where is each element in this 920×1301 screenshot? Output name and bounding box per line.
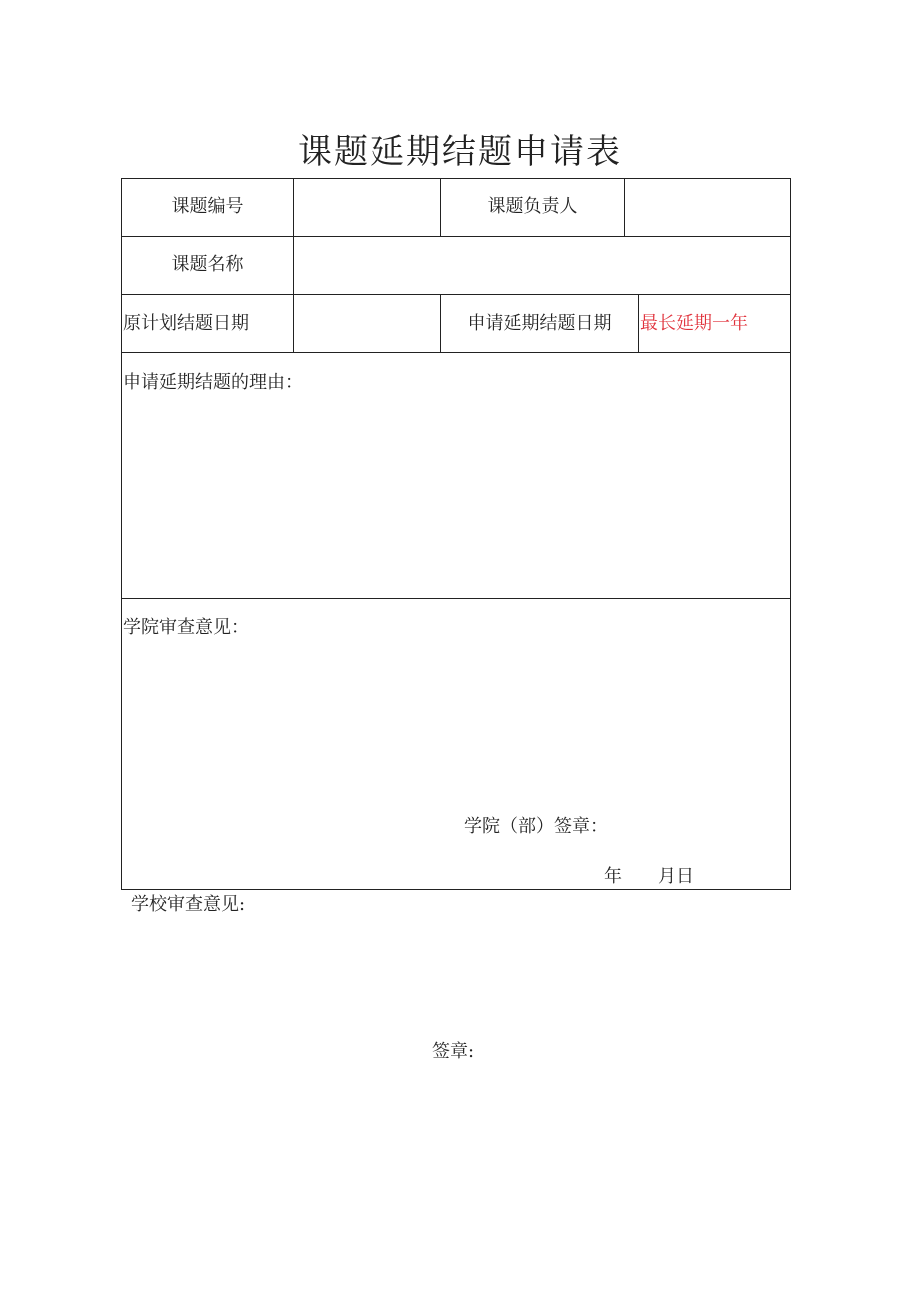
row-divider-3 [121, 352, 791, 353]
table-border-right [790, 178, 791, 890]
school-seal-label: 签章: [432, 1041, 475, 1062]
project-number-field[interactable] [294, 179, 440, 236]
school-review-field[interactable] [122, 922, 790, 1022]
original-end-date-field[interactable] [294, 295, 440, 352]
college-date-year-label: 年 [604, 866, 622, 887]
extension-limit-note[interactable]: 最长延期一年 [640, 313, 748, 334]
reason-label: 申请延期结题的理由： [123, 372, 303, 393]
project-leader-field[interactable] [625, 179, 790, 236]
college-review-label: 学院审查意见： [123, 617, 249, 638]
school-review-label: 学校审查意见: [131, 894, 246, 915]
college-date-month-day-label: 月日 [658, 866, 694, 887]
college-seal-label: 学院（部）签章： [464, 816, 608, 837]
extended-end-date-label: 申请延期结题日期 [467, 313, 612, 334]
project-number-label: 课题编号 [171, 196, 244, 217]
reason-field[interactable] [122, 400, 790, 596]
col-divider-c-row3 [638, 294, 639, 353]
project-name-label: 课题名称 [171, 254, 244, 275]
row-divider-4 [121, 598, 791, 599]
project-name-field[interactable] [294, 237, 790, 294]
college-review-field[interactable] [122, 645, 790, 805]
page-title: 课题延期结题申请表 [298, 132, 622, 172]
row-divider-2 [121, 294, 791, 295]
project-leader-label: 课题负责人 [487, 196, 578, 217]
table-border-bottom [121, 889, 791, 890]
original-end-date-label: 原计划结题日期 [123, 313, 249, 334]
